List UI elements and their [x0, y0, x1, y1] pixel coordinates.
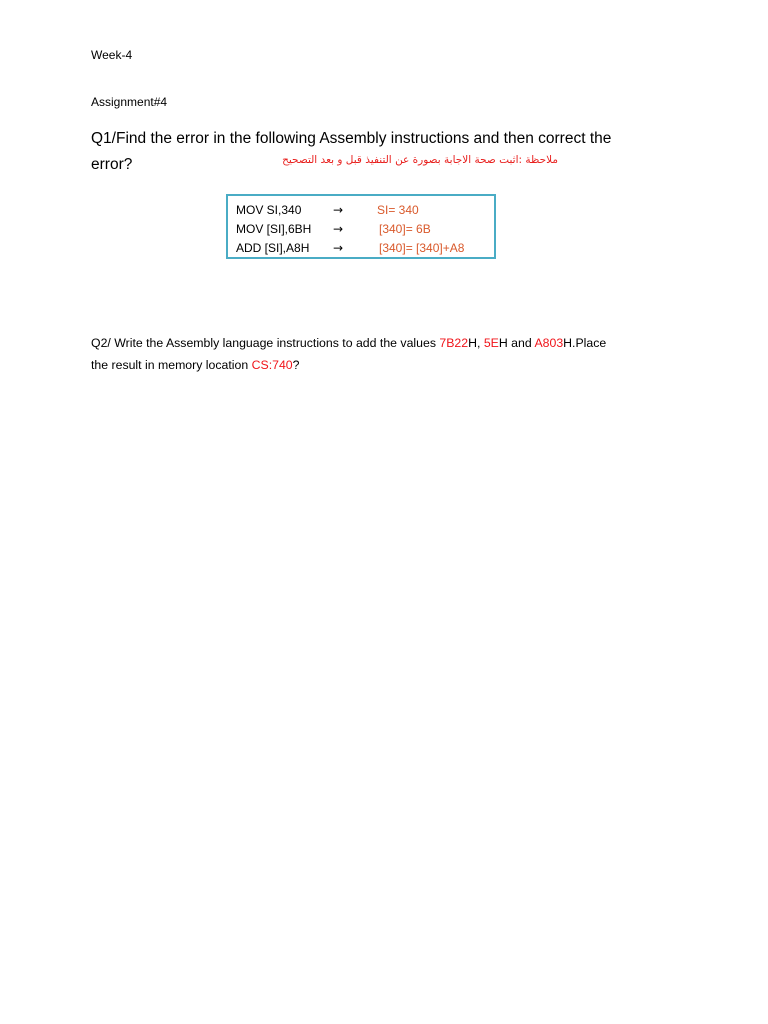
- question-2: [91, 332, 701, 376]
- code-instruction: ADD [SI],A8H: [236, 241, 310, 255]
- arabic-note: ملاحظة :اثبت صحة الاجابة بصورة عن التنفيذ قبل و بعد التصحيح: [282, 154, 558, 166]
- week-label: Week-4: [91, 48, 133, 62]
- memory-location-highlight: CS:740: [251, 358, 293, 372]
- question-1-line-1: Q1/Find the error in the following Assembly instructions and then correct the: [91, 130, 612, 147]
- code-result: SI= 340: [377, 203, 419, 217]
- code-result: [340]= 6B: [379, 222, 431, 236]
- question-1: [91, 126, 691, 178]
- question-2-text: H.Place: [563, 336, 607, 350]
- question-2-text: Q2/ Write the Assembly language instructions to add the values: [91, 336, 440, 350]
- question-2-text: H and: [498, 336, 535, 350]
- question-2-text: the result in memory location: [91, 358, 252, 372]
- arrow-right-icon: →: [333, 203, 344, 217]
- arrow-right-icon: →: [333, 241, 344, 255]
- question-2-text: ?: [292, 358, 300, 372]
- question-2-text: H,: [468, 336, 484, 350]
- assignment-label: Assignment#4: [91, 95, 168, 109]
- code-box: [226, 194, 496, 259]
- code-instruction: MOV [SI],6BH: [236, 222, 312, 236]
- code-instruction: MOV SI,340: [236, 203, 302, 217]
- question-1-line-2: error?: [91, 156, 133, 173]
- arrow-right-icon: →: [333, 222, 344, 236]
- value-highlight: 5E: [483, 336, 499, 350]
- value-highlight: A803: [534, 336, 564, 350]
- value-highlight: 7B22: [439, 336, 469, 350]
- code-result: [340]= [340]+A8: [379, 241, 465, 255]
